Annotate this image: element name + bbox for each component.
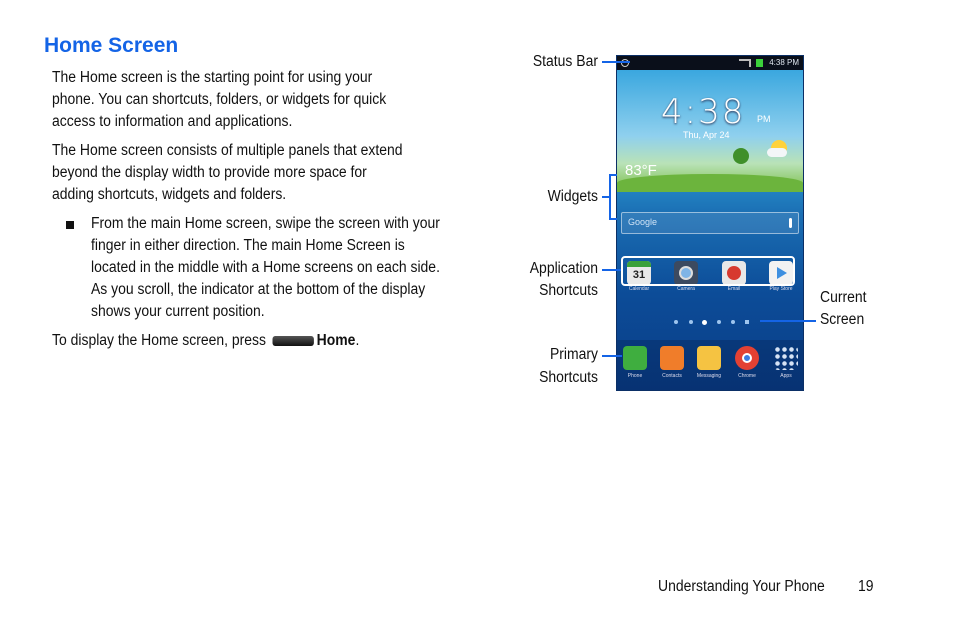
callout-primary-line2: Shortcuts [539,369,598,386]
page-indicator-dot[interactable] [717,320,721,324]
press-home-suffix: . [355,332,360,349]
intro-paragraph: The Home screen is the starting point for using your phone. You can shortcuts, folders, or widgets for quick access to information and applications. [52,69,387,130]
callout-current-line2: Screen [820,311,865,328]
page-number: 19 [858,578,874,595]
callout-widgets: Widgets [547,188,598,205]
page-indicator-current[interactable] [702,320,707,325]
apps-grid-icon[interactable] [774,346,798,370]
swipe-bullet: From the main Home screen, swipe the screen with your finger in either direction. The main Home Screen is located in the middle with a Home screens on each side. As you scroll, the indicator at the bottom of the display shows your current position. [91,215,440,320]
current-screen-leader [760,320,816,322]
mic-icon[interactable] [789,218,792,228]
page-title: Home Screen [44,34,179,57]
clock-widget-date: Thu, Apr 24 [683,130,730,140]
application-leader [602,269,622,271]
press-home-line [52,330,430,352]
widgets-bracket-top [609,174,617,176]
callout-application-line2: Shortcuts [539,282,598,299]
cloud-icon [767,148,787,157]
apps-caption: Apps [780,373,792,379]
chrome-icon[interactable] [735,346,759,370]
status-bar [617,56,803,70]
contacts-caption: Contacts [662,373,682,379]
phone-caption: Phone [627,373,643,379]
google-search-bar[interactable] [621,212,799,234]
home-key-label: Home [316,332,356,349]
clock-widget-time[interactable]: 4:38 [661,92,746,132]
google-search-label: Google [628,217,658,227]
home-key-icon [273,336,314,346]
weather-temperature[interactable]: 83°F [625,162,657,179]
play-store-caption: Play Store [769,286,793,292]
application-shortcuts-box [621,256,795,286]
footer-section: Understanding Your Phone [658,578,825,595]
calendar-date-badge: 31 [632,269,646,281]
page-indicator-dot[interactable] [731,320,735,324]
chrome-caption: Chrome [738,373,756,379]
tree-icon [733,148,749,164]
clock-widget-ampm: PM [757,114,771,124]
callout-application-line1: Application [529,260,598,277]
callout-status-bar: Status Bar [532,53,598,70]
press-home-prefix: To display the Home screen, press [52,332,267,349]
widgets-bracket-bottom [609,218,617,220]
page-indicator-dot[interactable] [745,320,749,324]
signal-icon [739,59,751,67]
bullet-square-icon [66,221,74,229]
email-caption: Email [727,286,741,292]
battery-icon [756,59,763,67]
primary-leader [602,355,622,357]
messaging-caption: Messaging [696,373,722,379]
page-indicator-dot[interactable] [689,320,693,324]
panels-paragraph: The Home screen consists of multiple panels that extend beyond the display width to provide more space for adding shortcuts, widgets and folders. [52,142,403,203]
camera-caption: Camera [677,286,695,292]
callout-primary-line1: Primary [549,346,598,363]
widgets-bracket [609,174,611,220]
callout-current-line1: Current [820,289,867,306]
page-indicator-dot[interactable] [674,320,678,324]
status-time: 4:38 PM [769,58,799,67]
contacts-icon[interactable] [660,346,684,370]
calendar-caption: Calendar [628,286,650,292]
phone-screen [616,55,804,391]
phone-icon[interactable] [623,346,647,370]
status-bar-leader [602,61,630,63]
messaging-icon[interactable] [697,346,721,370]
